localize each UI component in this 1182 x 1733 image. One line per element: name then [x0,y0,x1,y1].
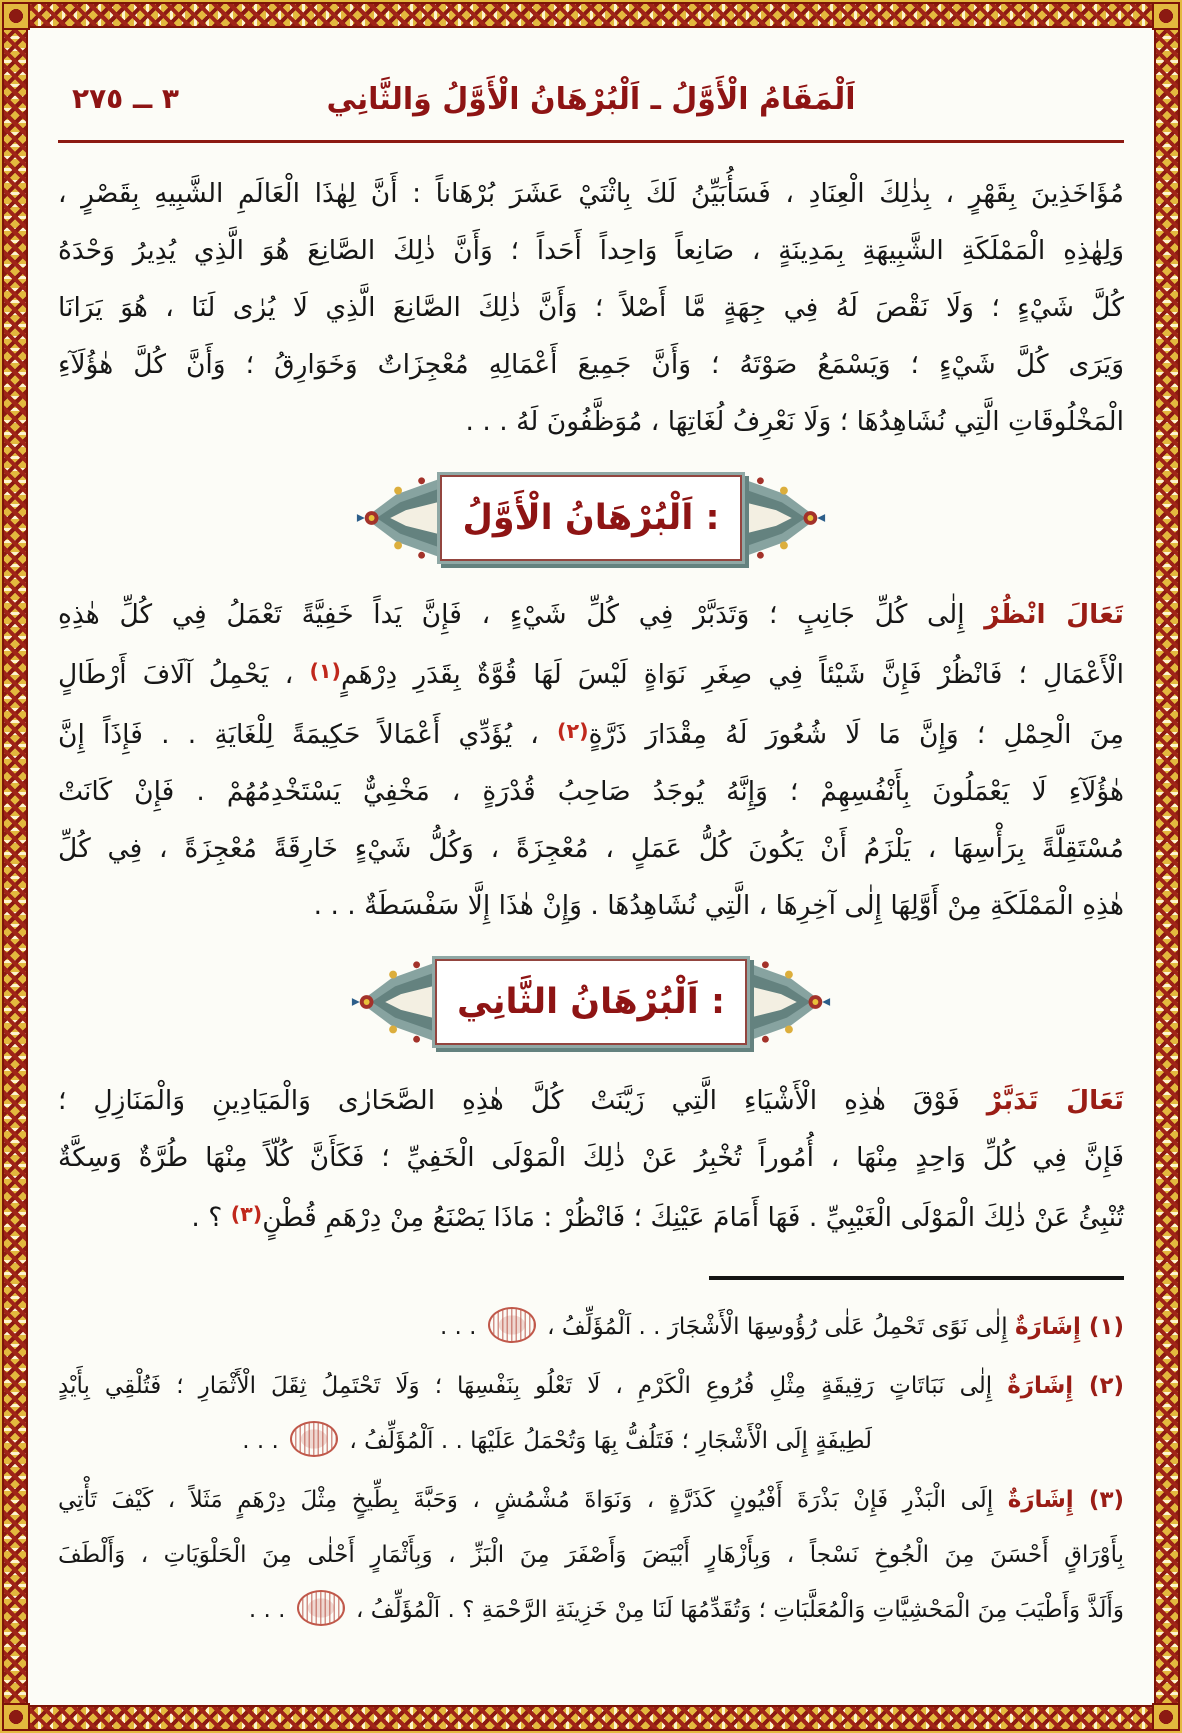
footnote-separator [709,1276,1124,1280]
text-run: . . . [242,1428,287,1454]
paragraph-burhan-1 [58,586,1124,934]
text-line [58,222,1124,279]
text-run: (٢) [557,719,589,743]
text-run: . . . [248,1597,293,1623]
text-line [58,165,1124,222]
text-run: وَأَلَذَّ وَأَطْيَبَ مِنَ الْمَحْشِيَّاتِ وَالْمُعَلَّبَاتِ ؛ وَتُقَدِّمُهَا لَنَا مِنْ خَزِينَةِ الرَّحْمَةِ ؟ . اَلْمُؤَلِّفُ ، [348,1597,1124,1623]
text-run: تُنْبِئُ عَنْ ذٰلِكَ الْمَوْلَى الْغَيْبِيِّ . فَهَا أَمَامَ عَيْنِكَ ؛ فَانْظُرْ : مَاذَا يَصْنَعُ مِنْ دِرْهَمِ قُطْنٍ [262,1202,1124,1233]
text-line [58,1414,872,1469]
text-line [58,1583,1124,1638]
section-heading-frame [440,475,741,561]
text-line [58,1300,1124,1355]
text-line [58,1186,1124,1246]
text-line [58,1359,1124,1414]
text-run: إِلٰى نَوًى تَحْمِلُ عَلٰى رُؤُوسِهَا الْأَشْجَارَ . . اَلْمُؤَلِّفُ ، [539,1314,1015,1340]
border-left [2,2,28,1731]
page-header [58,64,1124,143]
text-run: ، يُؤَدِّي أَعْمَالاً حَكِيمَةً لِلْغَايَةِ . . فَإِذَاً إِنَّ [58,719,558,750]
page-content [58,64,1124,1689]
text-run: إِلٰى كُلِّ جَانِبٍ ؛ وَتَدَبَّرْ فِي كُلِّ شَيْءٍ ، فَإِنَّ يَداً خَفِيَّةً تَعْمَلُ فِي كُلِّ هٰذِهِ [58,599,985,630]
text-line [58,877,1124,934]
footnotes-section [58,1300,1124,1638]
text-line [58,586,1124,643]
footnote-3 [58,1473,1124,1638]
border-bottom [2,1705,1180,1731]
paragraph-burhan-2 [58,1072,1124,1246]
text-line [58,1072,1124,1129]
text-run: بِأَوْرَاقٍ أَحْسَنَ مِنَ الْجُوخِ نَسْجاً ، وَبِأَزْهَارٍ أَبْيَضَ وَأَصْفَرَ مِنَ الْبَزِّ ، وَبِأَثْمَارٍ أَحْلٰى مِنَ الْحَلْوَيَاتِ ، وَأَلْطَفَ [58,1542,1124,1568]
text-run: ؟ . [191,1202,231,1233]
text-line [58,763,1124,820]
text-line [58,703,1124,763]
text-run: (١) [309,659,341,683]
text-run: مِنَ الْحِمْلِ ؛ وَإِنَّ مَا لَا شُعُورَ لَهُ مِقْدَارَ ذَرَّةٍ [588,719,1124,750]
text-run: هٰؤُلَآءِ لَا يَعْمَلُونَ بِأَنْفُسِهِمْ ؛ وَإِنَّهُ يُوجَدُ صَاحِبُ قُدْرَةٍ ، مَخْفِيٌّ يَسْتَخْدِمُهُمْ . فَإِنْ كَانَتْ [58,776,1124,807]
text-run: هٰذِهِ الْمَمْلَكَةِ مِنْ أَوَّلِهَا إِلٰى آخِرِهَا ، الَّتِي نُشَاهِدُهَا . وَإِنْ هٰذَا إِلَّا سَفْسَطَةٌ . . . [313,890,1124,921]
ornament-wing-icon [734,469,826,567]
page-number: ٣ ــ ٢٧٥ [72,82,180,115]
text-run: (٣) [230,1202,263,1226]
text-run: فَوْقَ هٰذِهِ الْأَشْيَاءِ الَّتِي زَيَّنَتْ كُلَّ هٰذِهِ الصَّحَارٰى وَالْمَيَادِينِ وَالْمَنَازِلِ ؛ [58,1085,987,1116]
text-run: . . . [439,1314,484,1340]
text-run: الْمَخْلُوقَاتِ الَّتِي نُشَاهِدُهَا ؛ وَلَا نَعْرِفُ لُغَاتِهَا ، مُوَظَّفُونَ لَهُ . . . [465,406,1124,437]
text-run: مُسْتَقِلَّةً بِرَأْسِهَا ، يَلْزَمُ أَنْ يَكُونَ كُلُّ عَمَلٍ ، مُعْجِزَةً ، وَكُلُّ شَيْءٍ خَارِقَةً مُعْجِزَةً ، فِي كُلِّ [58,833,1124,864]
paragraph-intro [58,165,1124,450]
ornament-wing-icon [351,953,443,1051]
text-run: الْأَعْمَالِ ؛ فَانْظُرْ فَإِنَّ شَيْئاً فِي صِغَرِ نَوَاةٍ لَيْسَ لَهَا قُوَّةٌ بِقَدَرِ دِرْهَمٍ [340,659,1124,690]
author-seal-icon [488,1307,536,1343]
text-run: إِلٰى نَبَاتَاتٍ رَقِيقَةٍ مِثْلِ فُرُوعِ الْكَرْمِ ، لَا تَعْلُو بِنَفْسِهَا ؛ وَلَا تَحْتَمِلُ ثِقَلَ الْأَثْمَارِ ؛ فَتُلْقِي بِأَيْدٍ [58,1373,1008,1399]
author-seal-icon [297,1590,345,1626]
text-run: تَعَالَ انْظُرْ [984,599,1124,630]
section-heading-title: اَلْبُرْهَانُ الْأَوَّلُ : [462,498,720,538]
text-line [58,643,1124,703]
text-run: وَلِهٰذِهِ الْمَمْلَكَةِ الشَّبِيهَةِ بِمَدِينَةٍ ، صَانِعاً وَاحِداً أَحَداً ؛ وَأَنَّ ذٰلِكَ الصَّانِعَ هُوَ الَّذِي يُدِيرُ وَحْدَهُ [58,235,1124,266]
border-corner-icon [2,2,30,30]
section-heading-frame [435,959,747,1045]
text-run: كُلَّ شَيْءٍ ؛ وَلَا نَقْصَ لَهُ فِي جِهَةٍ مَّا أَصْلاً ؛ وَأَنَّ ذٰلِكَ الصَّانِعَ الَّذِي لَا يُرٰى لَنَا ، هُوَ يَرَانَا [58,292,1124,323]
text-line [58,1473,1124,1528]
border-right [1154,2,1180,1731]
text-line [58,336,1124,393]
text-run: إِلَى الْبَذْرِ فَإِنْ بَذْرَةَ أَفْيُونٍ كَذَرَّةٍ ، وَنَوَاةَ مُشْمُشٍ ، وَحَبَّةَ بِطِّيخٍ مِثْلَ دِرْهَمٍ مَثَلاً ، كَيْفَ تَأْتِي [58,1487,1008,1513]
border-top [2,2,1180,28]
text-run: (٢) إِشَارَةٌ [1007,1373,1124,1399]
text-run: لَطِيفَةٍ إِلَى الْأَشْجَارِ ؛ فَتَلُفُّ بِهَا وَتُحْمَلُ عَلَيْهَا . . اَلْمُؤَلِّفُ ، [342,1428,872,1454]
page-title: اَلْمَقَامُ الْأَوَّلُ ـ اَلْبُرْهَانُ الْأَوَّلُ وَالثَّانِي [326,82,856,117]
text-run: ، يَحْمِلُ آلَافَ أَرْطَالٍ [58,659,310,690]
text-run: وَيَرَى كُلَّ شَيْءٍ ؛ وَيَسْمَعُ صَوْتَهُ ؛ وَأَنَّ جَمِيعَ أَعْمَالِهِ مُعْجِزَاتٌ وَخَوَارِقُ ؛ وَأَنَّ كُلَّ هٰؤُلَآءِ [58,349,1124,380]
border-corner-icon [2,1703,30,1731]
section-heading-burhan-1 [58,464,1124,572]
ornament-wing-icon [739,953,831,1051]
text-line [58,1528,1124,1583]
text-line [58,820,1124,877]
border-corner-icon [1152,2,1180,30]
section-heading-burhan-2 [58,948,1124,1056]
footnote-1 [58,1300,1124,1355]
footnote-2 [58,1359,1124,1469]
text-run: (١) إِشَارَةٌ [1014,1314,1124,1340]
text-line [58,279,1124,336]
section-heading-title: اَلْبُرْهَانُ الثَّانِي : [457,982,725,1022]
text-run: (٣) إِشَارَةٌ [1007,1487,1124,1513]
header-rule [58,140,1124,143]
border-corner-icon [1152,1703,1180,1731]
text-line [58,393,1124,450]
text-run: تَعَالَ تَدَبَّرْ [986,1085,1124,1116]
text-run: فَإِنَّ فِي كُلِّ وَاحِدٍ مِنْهَا ، أُمُوراً تُخْبِرُ عَنْ ذٰلِكَ الْمَوْلَى الْخَفِيِّ ؛ فَكَأَنَّ كُلّاً مِنْهَا طُرَّةٌ وَسِكَّةٌ [58,1142,1124,1173]
ornament-wing-icon [356,469,448,567]
text-line [58,1129,1124,1186]
author-seal-icon [290,1421,338,1457]
text-run: مُؤَاخَذِينَ بِقَهْرٍ ، بِذٰلِكَ الْعِنَادِ ، فَسَأُبَيِّنُ لَكَ بِاثْنَيْ عَشَرَ بُرْهَاناً : أَنَّ لِهٰذَا الْعَالَمِ الشَّبِيهِ بِقَصْرٍ ، [58,178,1124,209]
